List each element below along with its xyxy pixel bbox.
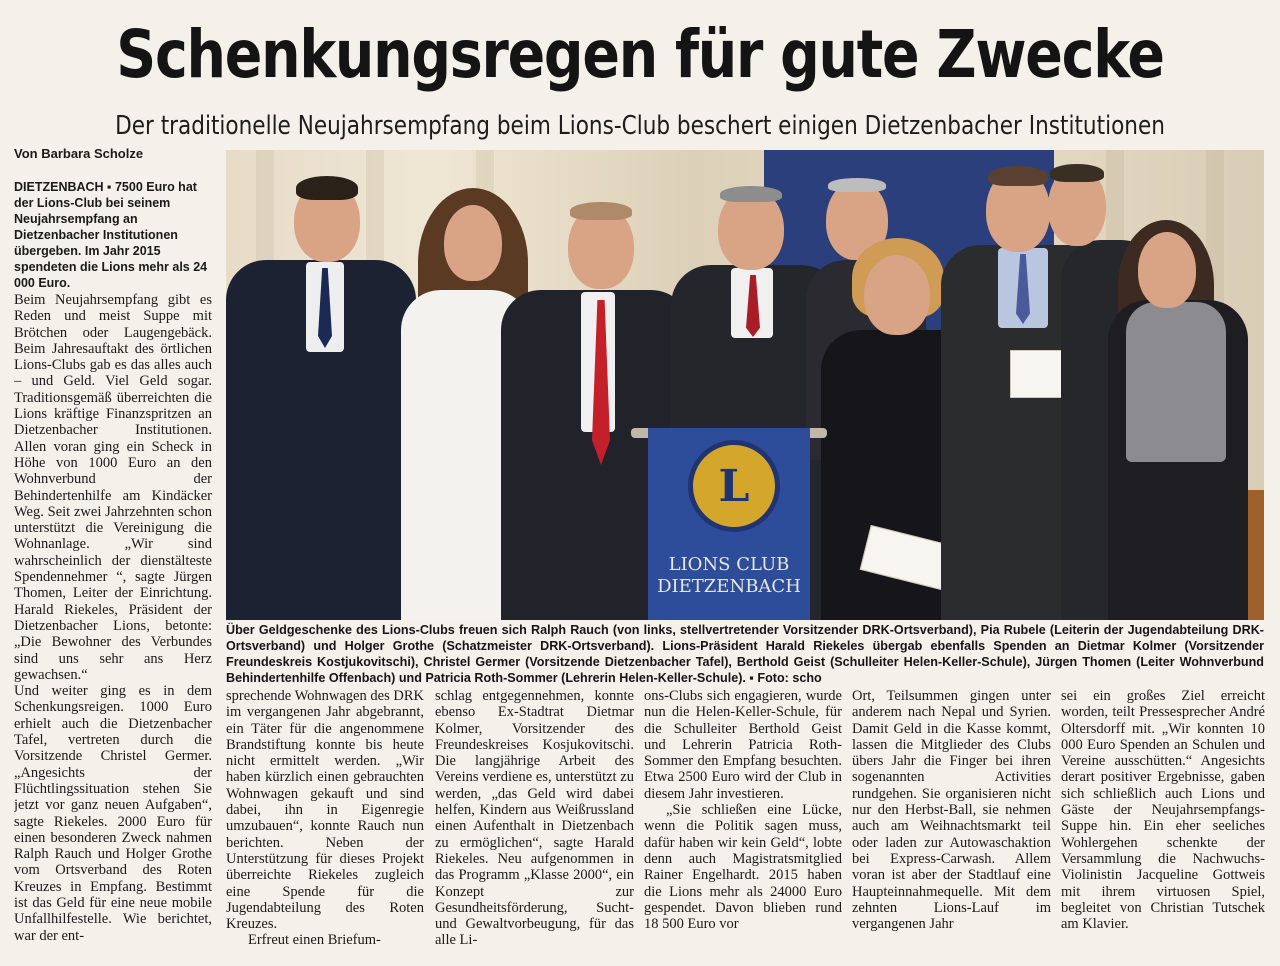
paragraph: Beim Neujahrsempfang gibt es Reden und meist Suppe mit Brötchen oder Laugengebäck. Beim Jahresauftakt des örtlichen Lions-Clubs gab es das alles auch – und Geld. Viel Geld sogar. Traditionsgemäß überreichten die Lions kräftige Finanzspritzen an Dietzenbacher Institutionen. Allen voran ging ein Scheck in Höhe von 1000 Euro an den Wohnverbund der Behindertenhilfe am Kindäcker Weg. Seit zwei Jahrzehnten schon unterstützt die Vereinigung die Wohnanlage. „Wir sind wahrscheinlich der dienstälteste Spendennehmer “, sagte Jürgen Thomen, Leiter der Einrichtung. Harald Riekeles, Präsident der Dietzenbacher Lions, betonte: „Die Bewohner des Verbundes sind uns sehr ans Herz gewachsen.“: [14, 292, 212, 683]
article-column-3: [435, 688, 634, 964]
article-column-6: [1061, 688, 1265, 964]
photo-caption: Über Geldgeschenke des Lions-Clubs freuen sich Ralph Rauch (von links, stellvertretender Vorsitzender DRK-Ortsverband), Pia Rubele (Leiterin der Jugendabteilung DRK-Ortsverband) und Holger Grothe (Schatzmeister DRK-Ortsverband). Lions-Präsident Harald Riekeles übergab ebenfalls Spenden an Dietmar Kolmer (Vorsitzender Freundeskreis Kostjukovitschi), Christel Germer (Vorsitzende Dietzenbacher Tafel), Berthold Geist (Schulleiter Helen-Keller-Schule), Jürgen Thomen (Leiter Wohnverbund Behindertenhilfe Offenbach) und Patricia Roth-Sommer (Lehrerin Helen-Keller-Schule). ▪ Foto: scho: [226, 623, 1264, 685]
paragraph: sei ein großes Ziel erreicht worden, teilt Pressesprecher André Oltersdorff mit. „Wir konnten 10 000 Euro Spenden an Schulen und Vereine ausschütten.“ Angesichts derart positiver Ergebnisse, gaben sich schließlich auch Lions und Gäste der Neujahrsempfangs-Suppe hin. Ein eher seeliches Wohlergehen schenkte der Versammlung die Nachwuchs-Violinistin Jacqueline Gottweis mit ihrem virtuosen Spiel, begleitet von Christian Tutschek am Klavier.: [1061, 688, 1265, 933]
group-photo: [226, 150, 1264, 620]
banner-line-2: DIETZENBACH: [657, 576, 801, 597]
article-column-4: [644, 688, 842, 964]
article-column-1: [14, 292, 212, 964]
banner-line-1: LIONS CLUB: [668, 554, 790, 575]
paragraph: „Sie schließen eine Lücke, wenn die Politik sagen muss, dafür haben wir kein Geld“, lobte denn auch Magistratsmitglied Rainer Engelhardt. 2015 haben die Lions mehr als 24000 Euro gespendet. Davon blieben rund 18 500 Euro vor: [644, 802, 842, 933]
lions-banner-text: [648, 554, 810, 598]
headline: Schenkungsregen für gute Zwecke: [116, 16, 1164, 93]
lead-paragraph: DIETZENBACH ▪ 7500 Euro hat der Lions-Club bei seinem Neujahrsempfang an Dietzenbacher Institutionen übergeben. Im Jahr 2015 spendeten die Lions mehr als 24 000 Euro.: [14, 180, 208, 290]
article-column-5: [852, 688, 1051, 964]
paragraph: Erfreut einen Briefum-: [248, 932, 381, 949]
paragraph: sprechende Wohnwagen des DRK im vergangenen Jahr abgebrannt, ein Täter für die angenommene Brandstiftung konnte bis heute nicht ermittelt werden. „Wir haben kürzlich einen gebrauchten Wohnwagen gekauft und sind dabei, ihn in Eigenregie umzubauen“, konnte Rauch nun berichten. Neben der Unterstützung für dieses Projekt überreichte Riekeles zugleich eine Spende für die Jugendabteilung des Roten Kreuzes.: [226, 688, 424, 933]
paragraph: Ort, Teilsummen gingen unter anderem nach Nepal und Syrien. Damit Geld in die Kasse kommt, lassen die Mitglieder des Clubs übers Jahr die Finger bei ihren sogenannten Activities rundgehen. Sie organisieren nicht nur den Herbst-Ball, sie nehmen auch am Weihnachtsmarkt teil oder laden zur Autowaschaktion bei Express-Carwash. Allem voran ist aber der Stadtlauf eine Haupteinnahmequelle. Mit dem zehnten Lions-Lauf im vergangenen Jahr: [852, 688, 1051, 933]
emblem-letter: L: [718, 460, 750, 512]
article-column-2: [226, 688, 424, 964]
subheadline: Der traditionelle Neujahrsempfang beim Lions-Club beschert einigen Dietzenbacher Institutionen: [115, 111, 1165, 141]
byline: Von Barbara Scholze: [14, 146, 144, 161]
paragraph: ons-Clubs sich engagieren, wurde nun die Helen-Keller-Schule, für die Schulleiter Berthold Geist und Lehrerin Patricia Roth-Sommer den Empfang besuchten. Etwa 2500 Euro wird der Club in diesem Jahr investieren.: [644, 688, 842, 802]
paragraph: schlag entgegennehmen, konnte ebenso Ex-Stadtrat Dietmar Kolmer, Vorsitzender des Freundeskreises Kosjukovitschi. Die langjährige Arbeit des Vereins verdiene es, unterstützt zu werden, „das Geld wird dabei helfen, Kindern aus Weißrussland einen Aufenthalt in Dietzenbach zu ermöglichen“, sagte Harald Riekeles. Neu aufgenommen in das Programm „Klasse 2000“, ein Konzept zur Gesundheitsförderung, Sucht- und Gewaltvorbeugung, für das alle Li-: [435, 688, 634, 949]
lions-emblem-icon: [688, 440, 780, 532]
paragraph: Und weiter ging es in dem Schenkungsreigen. 1000 Euro erhielt auch die Dietzenbacher Tafel, vertreten durch die Vorsitzende Christel Germer. „Angesichts der Flüchtlingssituation stehen Sie jetzt vor ganz neuen Aufgaben“, sagte Riekeles. 2000 Euro für einen besonderen Zweck nahmen Ralph Rauch und Holger Grothe vom Ortsverband des Roten Kreuzes in Empfang. Bestimmt ist das Geld für eine neue mobile Unfallhilfestelle. Wie berichtet, war der ent-: [14, 683, 212, 944]
